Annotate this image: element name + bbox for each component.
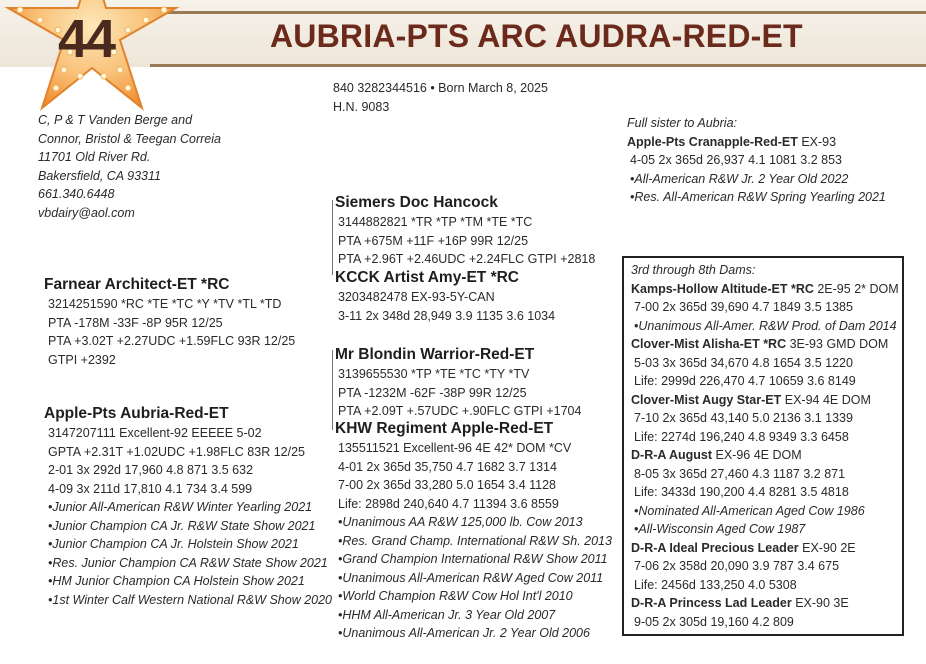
- owner-line: Connor, Bristol & Teegan Correia: [38, 131, 221, 146]
- owner-line: C, P & T Vanden Berge and: [38, 113, 193, 127]
- dam-entry-line: Life: 2999d 226,470 4.7 10659 3.6 8149: [634, 374, 856, 388]
- sister-name: Apple-Pts Cranapple-Red-ET: [627, 134, 798, 149]
- dam-dam-honor: •Res. Grand Champ. International R&W Sh. 2013: [338, 533, 612, 548]
- dam-dam-honor: •Unanimous AA R&W 125,000 lb. Cow 2013: [338, 515, 583, 529]
- pedigree-connector: [332, 200, 333, 275]
- header-rule-top: [150, 11, 926, 14]
- sire-line: PTA -178M -33F -8P 95R 12/25: [48, 315, 223, 330]
- dam-entry-line: 8-05 3x 365d 27,460 4.3 1187 3.2 871: [634, 466, 846, 481]
- dam-dam-honor: •World Champion R&W Cow Hol Int'l 2010: [338, 589, 573, 603]
- dam-entry-line: 9-05 2x 305d 19,160 4.2 809: [634, 614, 794, 629]
- dam-block: [44, 404, 332, 609]
- registration-line: 840 3282344516 • Born March 8, 2025: [333, 81, 548, 95]
- dam-entry-name: D-R-A August: [631, 448, 712, 462]
- sister-intro: Full sister to Aubria:: [627, 116, 737, 130]
- dam-line: 3147207111 Excellent-92 EEEEE 5-02: [48, 426, 262, 440]
- header-rule-bottom: [150, 64, 926, 67]
- dam-honor: •Junior All-American R&W Winter Yearling 2021: [48, 500, 313, 514]
- dam-sire-block: [335, 345, 581, 421]
- sire-line: PTA +3.02T +2.27UDC +1.59FLC 93R 12/25: [48, 334, 296, 348]
- dam-dam-honor: •Unanimous All-American R&W Aged Cow 2011: [338, 570, 604, 585]
- dam-sire-name: Mr Blondin Warrior-Red-ET: [335, 346, 535, 363]
- owner-block: [38, 111, 221, 222]
- sister-honor: •Res. All-American R&W Spring Yearling 2021: [630, 190, 886, 204]
- dam-entry-name: Clover-Mist Alisha-ET *RC: [631, 337, 787, 351]
- sire-sire-name: Siemers Doc Hancock: [335, 194, 498, 211]
- dam-entry-name: Clover-Mist Augy Star-ET: [631, 392, 782, 407]
- sister-block: [627, 114, 886, 207]
- dam-honor: •Junior Champion CA Jr. Holstein Show 2021: [48, 537, 299, 551]
- dam-honor: •Junior Champion CA Jr. R&W State Show 2021: [48, 518, 316, 533]
- dam-dam-honor: •Grand Champion International R&W Show 2011: [338, 552, 608, 566]
- sister-score: EX-93: [801, 134, 837, 149]
- dam-dam-block: [335, 419, 612, 643]
- dam-line: GPTA +2.31T +1.02UDC +1.98FLC 83R 12/25: [48, 444, 305, 459]
- dams-box-content: [631, 261, 899, 631]
- dam-line: 4-09 3x 211d 17,810 4.1 734 3.4 599: [48, 481, 253, 496]
- dam-honor: •1st Winter Calf Western National R&W Show 2020: [48, 592, 333, 607]
- sire-sire-line: 3144882821 *TR *TP *TM *TE *TC: [338, 215, 533, 229]
- page-title: AUBRIA-PTS ARC AUDRA-RED-ET: [270, 18, 803, 54]
- dam-entry-score: EX-90 2E: [802, 540, 856, 555]
- sister-honor: •All-American R&W Jr. 2 Year Old 2022: [630, 171, 849, 186]
- dam-entry-honor: •All-Wisconsin Aged Cow 1987: [634, 522, 806, 536]
- pedigree-connector: [332, 350, 333, 430]
- sire-dam-line: 3-11 2x 348d 28,949 3.9 1135 3.6 1034: [338, 308, 556, 323]
- owner-line: 11701 Old River Rd.: [38, 150, 151, 164]
- dam-entry-honor: •Unanimous All-Amer. R&W Prod. of Dam 2014: [634, 318, 897, 333]
- dam-dam-line: Life: 2898d 240,640 4.7 11394 3.6 8559: [338, 496, 559, 511]
- dam-line: 2-01 3x 292d 17,960 4.8 871 3.5 632: [48, 463, 254, 477]
- dam-dam-line: 7-00 2x 365d 33,280 5.0 1654 3.4 1128: [338, 478, 557, 492]
- sire-sire-line: PTA +2.96T +2.46UDC +2.24FLC GTPI +2818: [338, 252, 596, 266]
- sire-dam-block: [335, 268, 555, 325]
- dam-entry-name: D-R-A Ideal Precious Leader: [631, 540, 799, 555]
- dam-entry-line: 5-03 3x 365d 34,670 4.8 1654 3.5 1220: [634, 355, 853, 370]
- sire-dam-name: KCCK Artist Amy-ET *RC: [335, 269, 520, 286]
- dam-honor: •Res. Junior Champion CA R&W State Show 2021: [48, 555, 328, 570]
- dam-dam-honor: •HHM All-American Jr. 3 Year Old 2007: [338, 607, 556, 622]
- dam-entry-line: 7-06 2x 358d 20,090 3.9 787 3.4 675: [634, 559, 840, 573]
- dam-name: Apple-Pts Aubria-Red-ET: [44, 405, 229, 422]
- dam-entry-line: Life: 3433d 190,200 4.4 8281 3.5 4818: [634, 485, 849, 499]
- dam-sire-line: PTA -1232M -62F -38P 99R 12/25: [338, 385, 527, 400]
- owner-phone: 661.340.6448: [38, 187, 115, 201]
- dam-entry-line: Life: 2456d 133,250 4.0 5308: [634, 577, 797, 592]
- lot-number: 44: [58, 9, 115, 69]
- dams-box-heading: 3rd through 8th Dams:: [631, 263, 756, 277]
- dam-dam-honor: •Unanimous All-American Jr. 2 Year Old 2006: [338, 626, 590, 640]
- dam-entry-line: Life: 2274d 196,240 4.8 9349 3.3 6458: [634, 429, 849, 444]
- sire-name: Farnear Architect-ET *RC: [44, 276, 230, 293]
- dam-entry-name: D-R-A Princess Lad Leader: [631, 596, 792, 610]
- dam-entry-name: Kamps-Hollow Altitude-ET *RC: [631, 281, 814, 296]
- sire-dam-line: 3203482478 EX-93-5Y-CAN: [338, 290, 495, 304]
- dam-dam-name: KHW Regiment Apple-Red-ET: [335, 420, 554, 437]
- owner-email[interactable]: vbdairy@aol.com: [38, 205, 135, 220]
- dam-dam-line: 135511521 Excellent-96 4E 42* DOM *CV: [338, 441, 572, 455]
- dam-entry-line: 7-00 2x 365d 39,690 4.7 1849 3.5 1385: [634, 300, 853, 314]
- dam-entry-score: EX-94 4E DOM: [784, 392, 871, 407]
- dam-entry-score: EX-90 3E: [795, 596, 849, 610]
- dam-sire-line: 3139655530 *TP *TE *TC *TY *TV: [338, 367, 530, 381]
- herd-number: H.N. 9083: [333, 100, 390, 114]
- owner-line: Bakersfield, CA 93311: [38, 168, 161, 183]
- sire-sire-line: PTA +675M +11F +16P 99R 12/25: [338, 233, 529, 248]
- dam-sire-line: PTA +2.09T +.57UDC +.90FLC GTPI +1704: [338, 404, 582, 418]
- dam-entry-honor: •Nominated All-American Aged Cow 1986: [634, 503, 865, 518]
- sire-block: [44, 275, 295, 369]
- dam-entry-score: 3E-93 GMD DOM: [789, 337, 889, 351]
- sire-sire-block: [335, 193, 595, 269]
- sister-line: 4-05 2x 365d 26,937 4.1 1081 3.2 853: [630, 153, 842, 167]
- dam-dam-line: 4-01 2x 365d 35,750 4.7 1682 3.7 1314: [338, 459, 557, 474]
- dam-entry-line: 7-10 2x 365d 43,140 5.0 2136 3.1 1339: [634, 411, 853, 425]
- dam-entry-score: EX-96 4E DOM: [715, 448, 802, 462]
- sire-line: 3214251590 *RC *TE *TC *Y *TV *TL *TD: [48, 297, 282, 311]
- dam-entry-score: 2E-95 2* DOM: [817, 281, 899, 296]
- dam-honor: •HM Junior Champion CA Holstein Show 2021: [48, 574, 305, 588]
- sire-line: GTPI +2392: [48, 352, 116, 367]
